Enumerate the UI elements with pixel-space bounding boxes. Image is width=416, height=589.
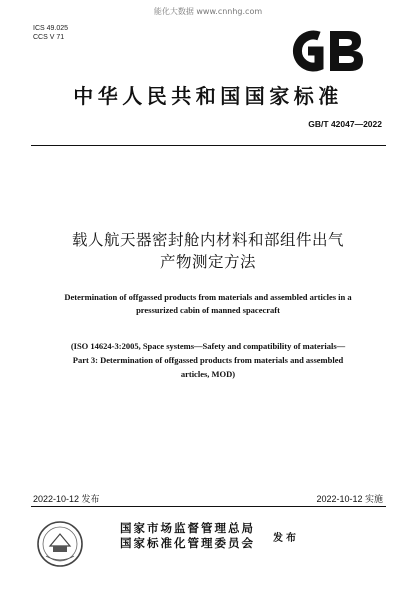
- publish-label: 发布: [273, 533, 299, 544]
- publisher-line-2: 国家标准化管理委员会: [120, 536, 255, 550]
- standard-code: GB/T 42047—2022: [308, 119, 382, 129]
- standard-name: 中华人民共和国国家标准: [73, 84, 343, 108]
- chinese-title-line-1: 载人航天器密封舱内材料和部组件出气: [71, 231, 344, 249]
- official-seal-icon: [36, 520, 84, 568]
- chinese-title: [30, 229, 386, 273]
- top-divider: [31, 145, 386, 146]
- iso-reference: [34, 339, 382, 381]
- gb-logo: [286, 28, 366, 74]
- chinese-title-line-2: 产物测定方法: [159, 253, 256, 271]
- english-title-line-2: pressurized cabin of manned spacecraft: [136, 305, 280, 315]
- publisher-block: [120, 521, 255, 551]
- watermark-text: 能化大数据 www.cnnhg.com: [153, 7, 263, 16]
- publisher-line-1: 国家市场监督管理总局: [120, 521, 255, 535]
- issued-date: 2022-10-12 发布: [33, 494, 100, 504]
- iso-reference-line-2: Part 3: Determination of offgassed products from materials and assembled: [72, 355, 344, 365]
- english-title: [24, 291, 392, 317]
- bottom-divider: [31, 506, 386, 507]
- ics-code: ICS 49.025: [33, 25, 69, 32]
- iso-reference-line-1: (ISO 14624-3:2005, Space systems—Safety and compatibility of materials—: [70, 341, 346, 351]
- iso-reference-line-3: articles, MOD): [180, 369, 236, 379]
- ccs-code: CCS V 71: [33, 34, 65, 41]
- effective-date: 2022-10-12 实施: [316, 494, 383, 504]
- english-title-line-1: Determination of offgassed products from materials and assembled articles in a: [64, 292, 352, 302]
- classification-codes: [33, 24, 68, 42]
